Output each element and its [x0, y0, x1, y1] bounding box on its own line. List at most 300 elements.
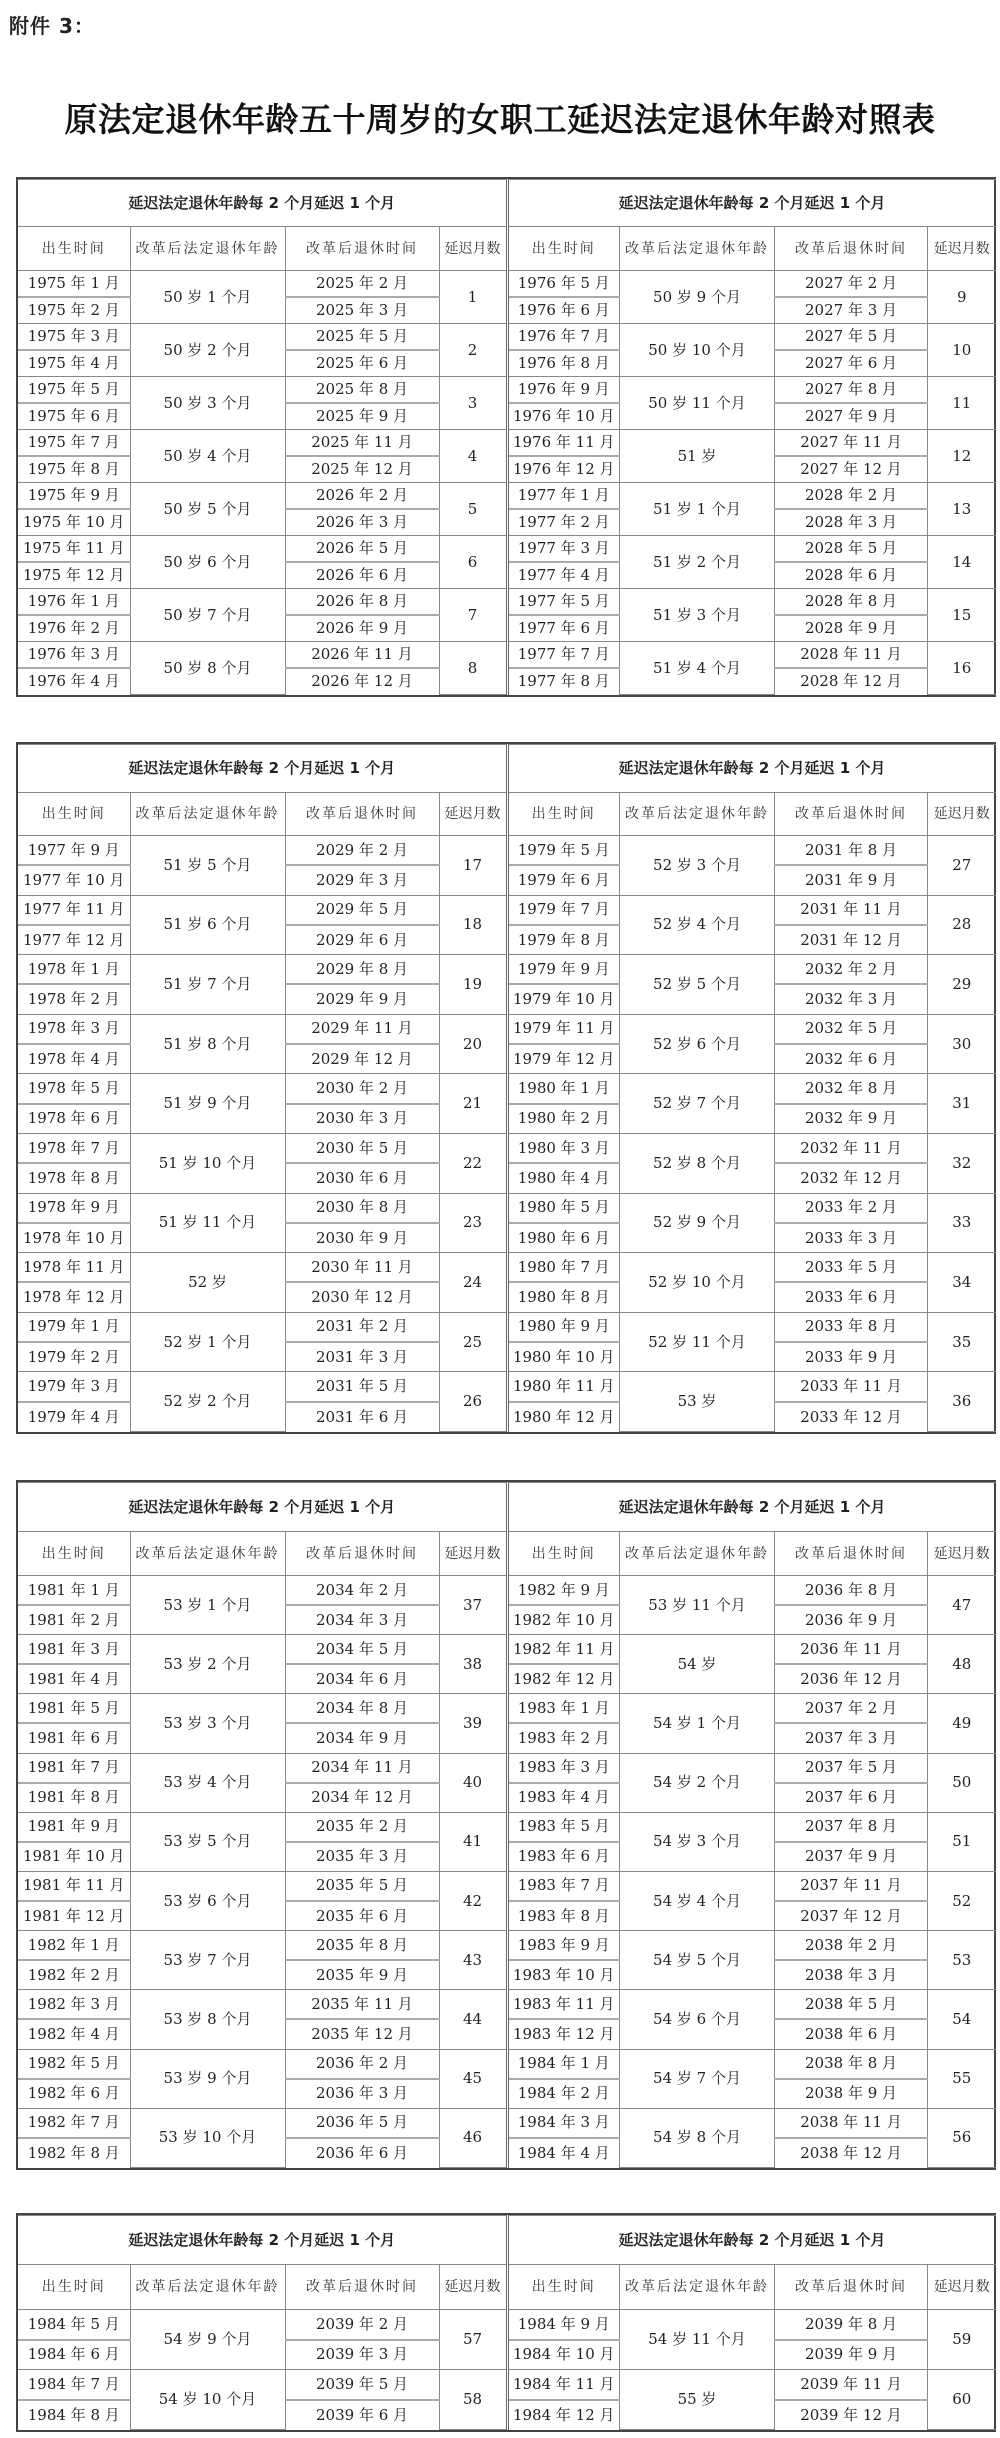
delay-months: 14: [928, 536, 996, 589]
column-header-birth: 出生时间: [18, 793, 130, 836]
birth-month: 1980 年 3 月: [509, 1133, 620, 1163]
retirement-month: 2038 年 8 月: [775, 2049, 928, 2079]
retirement-age: 52 岁 10 个月: [620, 1253, 775, 1313]
retirement-month: 2025 年 6 月: [285, 350, 439, 377]
table-row: [18, 2370, 507, 2400]
retirement-month: 2025 年 12 月: [285, 456, 439, 483]
delay-months: 47: [928, 1576, 996, 1635]
delay-months: 33: [928, 1193, 996, 1253]
retirement-month: 2029 年 6 月: [285, 925, 439, 955]
table-half-left: [18, 179, 509, 695]
birth-month: 1980 年 4 月: [509, 1163, 620, 1193]
retirement-age: 51 岁 8 个月: [130, 1014, 285, 1074]
retirement-age: 53 岁 9 个月: [130, 2049, 285, 2108]
birth-month: 1976 年 6 月: [509, 297, 620, 324]
birth-month: 1977 年 1 月: [509, 483, 620, 510]
birth-month: 1983 年 9 月: [509, 1931, 620, 1961]
retirement-month: 2025 年 11 月: [285, 430, 439, 457]
retirement-month: 2032 年 11 月: [775, 1133, 928, 1163]
retirement-age: 53 岁 8 个月: [130, 1990, 285, 2049]
retirement-month: 2035 年 8 月: [285, 1931, 439, 1961]
table-row: [509, 1635, 996, 1665]
birth-month: 1981 年 2 月: [18, 1605, 130, 1635]
table-row: [18, 1753, 507, 1783]
retirement-month: 2034 年 8 月: [285, 1694, 439, 1724]
birth-month: 1984 年 4 月: [509, 2138, 620, 2168]
retirement-month: 2038 年 6 月: [775, 2019, 928, 2049]
table-row: [509, 1133, 996, 1163]
retirement-month: 2033 年 3 月: [775, 1223, 928, 1253]
table-row: [509, 536, 996, 563]
table-row: [509, 2310, 996, 2340]
retirement-month: 2033 年 6 月: [775, 1282, 928, 1312]
delay-months: 27: [928, 836, 996, 896]
table-row: [509, 2049, 996, 2079]
birth-month: 1975 年 9 月: [18, 483, 130, 510]
retirement-month: 2025 年 3 月: [285, 297, 439, 324]
table-row: [18, 1812, 507, 1842]
section-heading: 延迟法定退休年龄每 2 个月延迟 1 个月: [509, 1483, 996, 1532]
column-header-new-age: 改革后法定退休年龄: [620, 227, 775, 271]
delay-months: 2: [439, 324, 507, 377]
birth-month: 1978 年 1 月: [18, 955, 130, 985]
table-row: [18, 1312, 507, 1342]
retirement-month: 2029 年 9 月: [285, 984, 439, 1014]
retirement-month: 2027 年 9 月: [775, 403, 928, 430]
birth-month: 1977 年 9 月: [18, 836, 130, 866]
retirement-age: 52 岁 9 个月: [620, 1193, 775, 1253]
retirement-age: 53 岁 3 个月: [130, 1694, 285, 1753]
retirement-age: 54 岁 4 个月: [620, 1871, 775, 1930]
attachment-label: 附件 3：: [9, 14, 95, 38]
retirement-age: 54 岁 9 个月: [130, 2310, 285, 2370]
birth-month: 1978 年 6 月: [18, 1104, 130, 1134]
comparison-table: [16, 1480, 996, 2170]
table-row: [18, 1931, 507, 1961]
delay-months: 1: [439, 271, 507, 324]
delay-months: 34: [928, 1253, 996, 1313]
retirement-month: 2037 年 6 月: [775, 1783, 928, 1813]
birth-month: 1980 年 12 月: [509, 1402, 620, 1432]
retirement-age: 55 岁: [620, 2370, 775, 2430]
birth-month: 1978 年 12 月: [18, 1282, 130, 1312]
delay-months: 56: [928, 2108, 996, 2167]
retirement-month: 2028 年 9 月: [775, 615, 928, 642]
table-row: [18, 536, 507, 563]
section-heading: 延迟法定退休年龄每 2 个月延迟 1 个月: [509, 180, 996, 227]
table-row: [18, 1133, 507, 1163]
birth-month: 1975 年 12 月: [18, 562, 130, 589]
retirement-age: 53 岁 10 个月: [130, 2108, 285, 2167]
retirement-month: 2026 年 3 月: [285, 509, 439, 536]
birth-month: 1978 年 11 月: [18, 1253, 130, 1283]
column-header-retire-time: 改革后退休时间: [285, 227, 439, 271]
retirement-month: 2036 年 6 月: [285, 2138, 439, 2168]
column-header-retire-time: 改革后退休时间: [285, 1532, 439, 1576]
retirement-age: 50 岁 2 个月: [130, 324, 285, 377]
table-row: [18, 589, 507, 616]
table-row: [509, 895, 996, 925]
birth-month: 1984 年 10 月: [509, 2340, 620, 2370]
birth-month: 1984 年 12 月: [509, 2400, 620, 2430]
table-row: [509, 271, 996, 298]
retirement-month: 2027 年 6 月: [775, 350, 928, 377]
birth-month: 1982 年 3 月: [18, 1990, 130, 2020]
retirement-age: 52 岁 4 个月: [620, 895, 775, 955]
retirement-age: 50 岁 9 个月: [620, 271, 775, 324]
retirement-month: 2026 年 12 月: [285, 668, 439, 695]
table-row: [509, 1753, 996, 1783]
retirement-month: 2039 年 2 月: [285, 2310, 439, 2340]
retirement-month: 2028 年 6 月: [775, 562, 928, 589]
table-row: [18, 2049, 507, 2079]
delay-months: 54: [928, 1990, 996, 2049]
birth-month: 1981 年 3 月: [18, 1635, 130, 1665]
table-row: [18, 1576, 507, 1606]
retirement-month: 2039 年 5 月: [285, 2370, 439, 2400]
retirement-age: 51 岁 5 个月: [130, 836, 285, 896]
birth-month: 1977 年 10 月: [18, 865, 130, 895]
birth-month: 1984 年 6 月: [18, 2340, 130, 2370]
birth-month: 1978 年 3 月: [18, 1014, 130, 1044]
birth-month: 1982 年 2 月: [18, 1960, 130, 1990]
retirement-month: 2027 年 2 月: [775, 271, 928, 298]
delay-months: 5: [439, 483, 507, 536]
retirement-month: 2026 年 8 月: [285, 589, 439, 616]
delay-months: 41: [439, 1812, 507, 1871]
column-header-delay-months: 延迟月数: [928, 227, 996, 271]
birth-month: 1982 年 9 月: [509, 1576, 620, 1606]
birth-month: 1983 年 12 月: [509, 2019, 620, 2049]
column-header-new-age: 改革后法定退休年龄: [130, 793, 285, 836]
birth-month: 1980 年 2 月: [509, 1104, 620, 1134]
retirement-age: 50 岁 6 个月: [130, 536, 285, 589]
delay-months: 37: [439, 1576, 507, 1635]
delay-months: 35: [928, 1312, 996, 1372]
retirement-age: 51 岁 6 个月: [130, 895, 285, 955]
birth-month: 1982 年 6 月: [18, 2079, 130, 2109]
delay-months: 42: [439, 1871, 507, 1930]
retirement-age: 50 岁 10 个月: [620, 324, 775, 377]
birth-month: 1979 年 12 月: [509, 1044, 620, 1074]
table-row: [509, 377, 996, 404]
table-half-right: [509, 744, 996, 1432]
birth-month: 1983 年 11 月: [509, 1990, 620, 2020]
retirement-age: 51 岁 3 个月: [620, 589, 775, 642]
retirement-month: 2025 年 5 月: [285, 324, 439, 351]
table-row: [509, 324, 996, 351]
retirement-month: 2035 年 9 月: [285, 1960, 439, 1990]
retirement-month: 2036 年 12 月: [775, 1664, 928, 1694]
birth-month: 1981 年 8 月: [18, 1783, 130, 1813]
retirement-month: 2030 年 8 月: [285, 1193, 439, 1223]
retirement-month: 2039 年 6 月: [285, 2400, 439, 2430]
retirement-age: 52 岁 5 个月: [620, 955, 775, 1015]
table-row: [18, 1871, 507, 1901]
delay-months: 25: [439, 1312, 507, 1372]
retirement-month: 2033 年 9 月: [775, 1342, 928, 1372]
table-row: [509, 1014, 996, 1044]
delay-months: 10: [928, 324, 996, 377]
birth-month: 1980 年 5 月: [509, 1193, 620, 1223]
retirement-month: 2037 年 12 月: [775, 1901, 928, 1931]
column-header-new-age: 改革后法定退休年龄: [620, 793, 775, 836]
retirement-month: 2035 年 2 月: [285, 1812, 439, 1842]
table-row: [18, 483, 507, 510]
delay-months: 11: [928, 377, 996, 430]
column-header-retire-time: 改革后退休时间: [775, 227, 928, 271]
birth-month: 1981 年 4 月: [18, 1664, 130, 1694]
delay-months: 29: [928, 955, 996, 1015]
birth-month: 1976 年 9 月: [509, 377, 620, 404]
column-header-delay-months: 延迟月数: [439, 227, 507, 271]
retirement-month: 2025 年 8 月: [285, 377, 439, 404]
retirement-month: 2028 年 3 月: [775, 509, 928, 536]
table-row: [18, 324, 507, 351]
birth-month: 1979 年 9 月: [509, 955, 620, 985]
delay-months: 48: [928, 1635, 996, 1694]
section-heading: 延迟法定退休年龄每 2 个月延迟 1 个月: [509, 745, 996, 793]
retirement-month: 2028 年 2 月: [775, 483, 928, 510]
retirement-month: 2029 年 2 月: [285, 836, 439, 866]
birth-month: 1977 年 6 月: [509, 615, 620, 642]
column-header-retire-time: 改革后退休时间: [775, 793, 928, 836]
table-row: [18, 642, 507, 669]
birth-month: 1981 年 10 月: [18, 1842, 130, 1872]
birth-month: 1978 年 10 月: [18, 1223, 130, 1253]
delay-months: 22: [439, 1133, 507, 1193]
birth-month: 1975 年 4 月: [18, 350, 130, 377]
delay-months: 59: [928, 2310, 996, 2370]
table-row: [18, 1372, 507, 1402]
birth-month: 1975 年 7 月: [18, 430, 130, 457]
retirement-month: 2029 年 12 月: [285, 1044, 439, 1074]
retirement-month: 2032 年 8 月: [775, 1074, 928, 1104]
delay-months: 31: [928, 1074, 996, 1134]
retirement-month: 2025 年 9 月: [285, 403, 439, 430]
birth-month: 1981 年 12 月: [18, 1901, 130, 1931]
table-row: [509, 1312, 996, 1342]
column-header-retire-time: 改革后退休时间: [285, 793, 439, 836]
retirement-month: 2027 年 11 月: [775, 430, 928, 457]
retirement-month: 2039 年 9 月: [775, 2340, 928, 2370]
retirement-age: 53 岁 1 个月: [130, 1576, 285, 1635]
section-heading: 延迟法定退休年龄每 2 个月延迟 1 个月: [18, 2216, 507, 2265]
table-row: [18, 2108, 507, 2138]
table-half-right: [509, 2215, 996, 2430]
retirement-month: 2029 年 3 月: [285, 865, 439, 895]
birth-month: 1978 年 4 月: [18, 1044, 130, 1074]
retirement-month: 2036 年 9 月: [775, 1605, 928, 1635]
table-row: [509, 1694, 996, 1724]
birth-month: 1980 年 10 月: [509, 1342, 620, 1372]
retirement-month: 2032 年 3 月: [775, 984, 928, 1014]
column-header-delay-months: 延迟月数: [928, 1532, 996, 1576]
birth-month: 1975 年 2 月: [18, 297, 130, 324]
delay-months: 19: [439, 955, 507, 1015]
retirement-month: 2028 年 5 月: [775, 536, 928, 563]
delay-months: 46: [439, 2108, 507, 2167]
retirement-age: 52 岁 6 个月: [620, 1014, 775, 1074]
retirement-month: 2030 年 3 月: [285, 1104, 439, 1134]
retirement-month: 2032 年 12 月: [775, 1163, 928, 1193]
retirement-month: 2032 年 5 月: [775, 1014, 928, 1044]
comparison-table: [16, 2213, 996, 2432]
retirement-month: 2031 年 5 月: [285, 1372, 439, 1402]
retirement-age: 52 岁 8 个月: [620, 1133, 775, 1193]
retirement-month: 2035 年 6 月: [285, 1901, 439, 1931]
table-half-left: [18, 744, 509, 1432]
table-row: [18, 2310, 507, 2340]
birth-month: 1984 年 3 月: [509, 2108, 620, 2138]
retirement-month: 2031 年 6 月: [285, 1402, 439, 1432]
retirement-month: 2026 年 5 月: [285, 536, 439, 563]
retirement-age: 51 岁 10 个月: [130, 1133, 285, 1193]
birth-month: 1979 年 8 月: [509, 925, 620, 955]
birth-month: 1976 年 8 月: [509, 350, 620, 377]
delay-months: 13: [928, 483, 996, 536]
birth-month: 1975 年 10 月: [18, 509, 130, 536]
column-header-delay-months: 延迟月数: [439, 1532, 507, 1576]
birth-month: 1979 年 3 月: [18, 1372, 130, 1402]
birth-month: 1977 年 11 月: [18, 895, 130, 925]
retirement-age: 54 岁 3 个月: [620, 1812, 775, 1871]
delay-months: 7: [439, 589, 507, 642]
retirement-age: 54 岁 6 个月: [620, 1990, 775, 2049]
table-row: [509, 1253, 996, 1283]
table-row: [18, 1990, 507, 2020]
delay-months: 26: [439, 1372, 507, 1432]
table-row: [509, 2108, 996, 2138]
birth-month: 1981 年 6 月: [18, 1723, 130, 1753]
delay-months: 20: [439, 1014, 507, 1074]
table-row: [509, 589, 996, 616]
birth-month: 1976 年 3 月: [18, 642, 130, 669]
retirement-month: 2037 年 11 月: [775, 1871, 928, 1901]
delay-months: 12: [928, 430, 996, 483]
retirement-age: 51 岁 2 个月: [620, 536, 775, 589]
retirement-month: 2030 年 2 月: [285, 1074, 439, 1104]
delay-months: 32: [928, 1133, 996, 1193]
column-header-new-age: 改革后法定退休年龄: [130, 2265, 285, 2310]
retirement-age: 51 岁 9 个月: [130, 1074, 285, 1134]
table-row: [18, 836, 507, 866]
delay-months: 55: [928, 2049, 996, 2108]
delay-months: 58: [439, 2370, 507, 2430]
birth-month: 1975 年 1 月: [18, 271, 130, 298]
birth-month: 1976 年 4 月: [18, 668, 130, 695]
delay-months: 52: [928, 1871, 996, 1930]
birth-month: 1978 年 9 月: [18, 1193, 130, 1223]
retirement-month: 2038 年 2 月: [775, 1931, 928, 1961]
table-row: [18, 1253, 507, 1283]
retirement-month: 2031 年 2 月: [285, 1312, 439, 1342]
retirement-age: 53 岁 4 个月: [130, 1753, 285, 1812]
column-header-retire-time: 改革后退休时间: [775, 2265, 928, 2310]
delay-months: 18: [439, 895, 507, 955]
birth-month: 1977 年 2 月: [509, 509, 620, 536]
retirement-month: 2031 年 11 月: [775, 895, 928, 925]
table-row: [18, 895, 507, 925]
delay-months: 45: [439, 2049, 507, 2108]
retirement-age: 50 岁 4 个月: [130, 430, 285, 483]
table-row: [18, 1193, 507, 1223]
table-row: [18, 1694, 507, 1724]
birth-month: 1977 年 7 月: [509, 642, 620, 669]
birth-month: 1984 年 9 月: [509, 2310, 620, 2340]
table-row: [509, 1871, 996, 1901]
birth-month: 1976 年 11 月: [509, 430, 620, 457]
delay-months: 30: [928, 1014, 996, 1074]
table-row: [509, 836, 996, 866]
retirement-month: 2033 年 5 月: [775, 1253, 928, 1283]
birth-month: 1977 年 8 月: [509, 668, 620, 695]
retirement-month: 2036 年 8 月: [775, 1576, 928, 1606]
document-title: 原法定退休年龄五十周岁的女职工延迟法定退休年龄对照表: [64, 100, 936, 139]
birth-month: 1975 年 8 月: [18, 456, 130, 483]
retirement-month: 2038 年 12 月: [775, 2138, 928, 2168]
birth-month: 1975 年 5 月: [18, 377, 130, 404]
retirement-month: 2037 年 9 月: [775, 1842, 928, 1872]
section-heading: 延迟法定退休年龄每 2 个月延迟 1 个月: [18, 745, 507, 793]
retirement-age: 54 岁 8 个月: [620, 2108, 775, 2167]
delay-months: 53: [928, 1931, 996, 1990]
retirement-month: 2033 年 8 月: [775, 1312, 928, 1342]
table-row: [18, 1635, 507, 1665]
table-row: [18, 271, 507, 298]
birth-month: 1983 年 3 月: [509, 1753, 620, 1783]
retirement-month: 2034 年 12 月: [285, 1783, 439, 1813]
birth-month: 1976 年 2 月: [18, 615, 130, 642]
retirement-month: 2037 年 3 月: [775, 1723, 928, 1753]
birth-month: 1983 年 10 月: [509, 1960, 620, 1990]
retirement-age: 50 岁 1 个月: [130, 271, 285, 324]
column-header-birth: 出生时间: [509, 2265, 620, 2310]
column-header-new-age: 改革后法定退休年龄: [130, 1532, 285, 1576]
birth-month: 1981 年 9 月: [18, 1812, 130, 1842]
retirement-age: 52 岁 11 个月: [620, 1312, 775, 1372]
birth-month: 1980 年 1 月: [509, 1074, 620, 1104]
delay-months: 23: [439, 1193, 507, 1253]
column-header-birth: 出生时间: [509, 227, 620, 271]
comparison-table: [16, 177, 996, 697]
delay-months: 4: [439, 430, 507, 483]
retirement-month: 2038 年 5 月: [775, 1990, 928, 2020]
retirement-month: 2038 年 3 月: [775, 1960, 928, 1990]
birth-month: 1984 年 1 月: [509, 2049, 620, 2079]
retirement-month: 2027 年 5 月: [775, 324, 928, 351]
retirement-month: 2036 年 11 月: [775, 1635, 928, 1665]
retirement-month: 2032 年 6 月: [775, 1044, 928, 1074]
retirement-month: 2033 年 2 月: [775, 1193, 928, 1223]
retirement-month: 2028 年 8 月: [775, 589, 928, 616]
column-header-birth: 出生时间: [18, 2265, 130, 2310]
birth-month: 1983 年 7 月: [509, 1871, 620, 1901]
birth-month: 1976 年 7 月: [509, 324, 620, 351]
birth-month: 1976 年 12 月: [509, 456, 620, 483]
retirement-age: 54 岁 10 个月: [130, 2370, 285, 2430]
retirement-month: 2029 年 8 月: [285, 955, 439, 985]
birth-month: 1977 年 5 月: [509, 589, 620, 616]
delay-months: 8: [439, 642, 507, 695]
retirement-month: 2030 年 9 月: [285, 1223, 439, 1253]
delay-months: 49: [928, 1694, 996, 1753]
retirement-age: 53 岁: [620, 1372, 775, 1432]
birth-month: 1975 年 6 月: [18, 403, 130, 430]
retirement-month: 2027 年 3 月: [775, 297, 928, 324]
table-row: [509, 1372, 996, 1402]
birth-month: 1979 年 2 月: [18, 1342, 130, 1372]
